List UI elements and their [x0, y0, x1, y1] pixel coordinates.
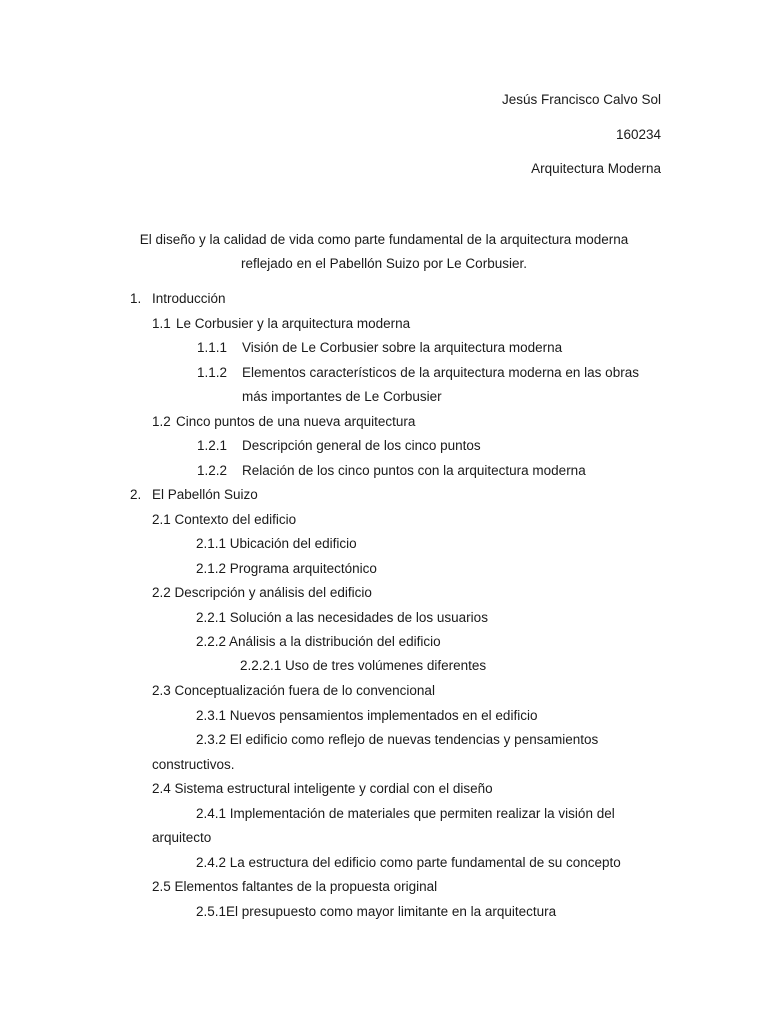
outline-text: Le Corbusier y la arquitectura moderna: [176, 316, 411, 331]
outline-number: 1.1: [152, 316, 171, 331]
outline-number: 1.2.2: [197, 463, 228, 478]
document-title-line-2: reflejado en el Pabellón Suizo por Le Corbusier.: [241, 256, 527, 271]
outline-number: 1.1.2: [197, 365, 228, 380]
outline-text: Descripción general de los cinco puntos: [242, 438, 481, 453]
outline-item-2-3-2-continued: constructivos.: [152, 757, 235, 772]
outline-number: 1.2.1: [197, 438, 228, 453]
outline-item-2-2-2: 2.2.2 Análisis a la distribución del edificio: [196, 634, 441, 649]
outline-text: Cinco puntos de una nueva arquitectura: [176, 414, 416, 429]
outline-item-2-4: 2.4 Sistema estructural inteligente y cordial con el diseño: [152, 781, 493, 796]
outline-text: Relación de los cinco puntos con la arquitectura moderna: [242, 463, 586, 478]
student-id: 160234: [615, 127, 661, 142]
outline-item-2-3-2: 2.3.2 El edificio como reflejo de nuevas tendencias y pensamientos: [196, 732, 599, 747]
outline-text: Visión de Le Corbusier sobre la arquitectura moderna: [242, 340, 563, 355]
outline-text: El Pabellón Suizo: [152, 487, 258, 502]
outline-item-1-1-2-continued: más importantes de Le Corbusier: [242, 389, 442, 404]
outline-item-2: [130, 487, 258, 502]
outline-item-1-2: [152, 414, 416, 429]
outline-number: 2.: [130, 487, 142, 502]
outline-item-1-1-1: [197, 340, 563, 355]
outline-number: 1.1.1: [197, 340, 228, 355]
outline-item-2-4-2: 2.4.2 La estructura del edificio como parte fundamental de su concepto: [196, 855, 621, 870]
course-name: Arquitectura Moderna: [531, 161, 661, 176]
outline-item-2-1: 2.1 Contexto del edificio: [152, 512, 297, 527]
outline-item-2-1-2: 2.1.2 Programa arquitectónico: [196, 561, 377, 576]
outline-item-2-5: 2.5 Elementos faltantes de la propuesta original: [152, 879, 438, 894]
outline-item-2-2-1: 2.2.1 Solución a las necesidades de los usuarios: [196, 610, 488, 625]
outline-item-2-2: 2.2 Descripción y análisis del edificio: [152, 585, 372, 600]
outline-item-2-1-1: 2.1.1 Ubicación del edificio: [196, 536, 357, 551]
outline-item-2-4-1-continued: arquitecto: [152, 830, 212, 845]
author-name: Jesús Francisco Calvo Sol: [501, 92, 661, 107]
outline-item-2-3: 2.3 Conceptualización fuera de lo convencional: [152, 683, 435, 698]
document-title-line-1: El diseño y la calidad de vida como parte fundamental de la arquitectura moderna: [139, 232, 629, 247]
outline-text: Introducción: [152, 291, 226, 306]
outline-text: Elementos característicos de la arquitectura moderna en las obras: [242, 365, 639, 380]
outline-item-2-2-2-1: 2.2.2.1 Uso de tres volúmenes diferentes: [240, 658, 487, 673]
outline-item-1-2-2: [197, 463, 586, 478]
outline-item-2-5-1: 2.5.1El presupuesto como mayor limitante en la arquitectura: [196, 904, 557, 919]
outline-item-2-4-1: 2.4.1 Implementación de materiales que permiten realizar la visión del: [196, 806, 615, 821]
outline-item-1-1-2: [197, 365, 639, 380]
outline-item-1: [130, 291, 226, 306]
outline-number: 1.2: [152, 414, 171, 429]
outline-item-2-3-1: 2.3.1 Nuevos pensamientos implementados en el edificio: [196, 708, 538, 723]
outline-item-1-1: [152, 316, 411, 331]
outline-number: 1.: [130, 291, 142, 306]
outline-item-1-2-1: [197, 438, 481, 453]
